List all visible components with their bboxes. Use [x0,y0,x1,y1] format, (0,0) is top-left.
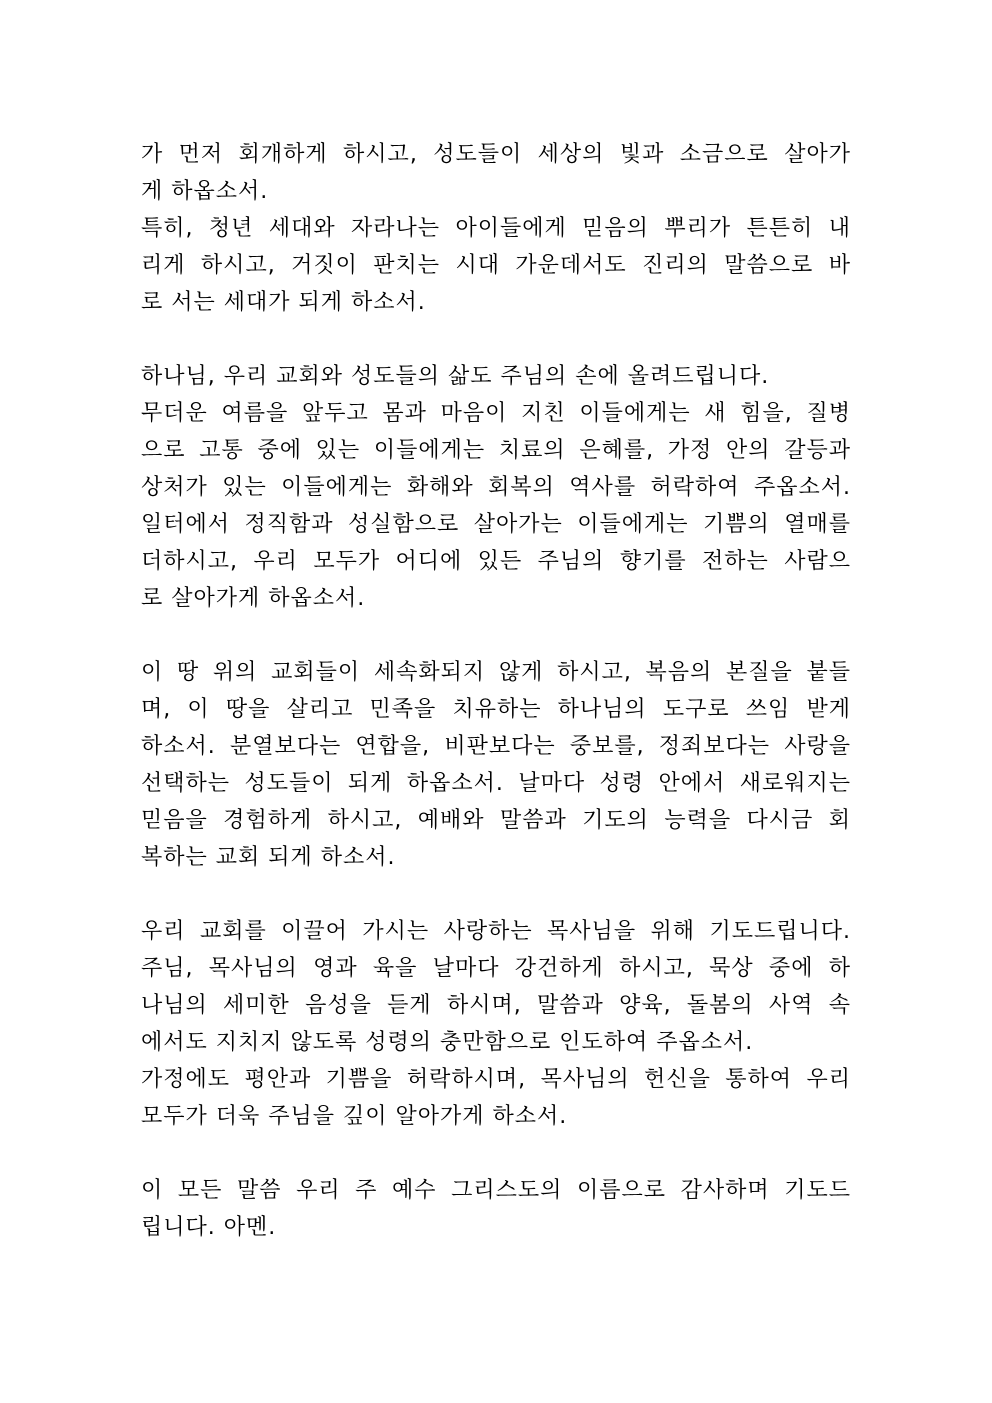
text-line: 상처가 있는 이들에게는 화해와 회복의 역사를 허락하여 주옵소서. [141,475,851,500]
text-line: 립니다. 아멘. [141,1215,277,1240]
text-line: 복하는 교회 되게 하소서. [141,845,396,870]
prayer-text-body [141,136,851,1283]
text-line: 선택하는 성도들이 되게 하옵소서. 날마다 성령 안에서 새로워지는 [141,771,851,796]
text-line: 로 살아가게 하옵소서. [141,586,366,611]
text-line: 하나님, 우리 교회와 성도들의 삶도 주님의 손에 올려드립니다. [141,364,770,389]
text-line: 주님, 목사님의 영과 육을 날마다 강건하게 하시고, 묵상 중에 하 [141,956,851,981]
paragraph-churches-of-the-land [141,654,851,876]
text-line: 믿음을 경험하게 하시고, 예배와 말씀과 기도의 능력을 다시금 회 [141,808,851,833]
text-line: 이 땅 위의 교회들이 세속화되지 않게 하시고, 복음의 본질을 붙들 [141,660,851,685]
text-line: 게 하옵소서. [141,179,269,204]
text-line: 무더운 여름을 앞두고 몸과 마음이 지친 이들에게는 새 힘을, 질병 [141,401,851,426]
text-line: 가정에도 평안과 기쁨을 허락하시며, 목사님의 헌신을 통하여 우리 [141,1067,851,1092]
text-line: 특히, 청년 세대와 자라나는 아이들에게 믿음의 뿌리가 튼튼히 내 [141,216,851,241]
text-line: 모두가 더욱 주님을 깊이 알아가게 하소서. [141,1104,568,1129]
text-line: 우리 교회를 이끌어 가시는 사랑하는 목사님을 위해 기도드립니다. [141,919,851,944]
text-line: 이 모든 말씀 우리 주 예수 그리스도의 이름으로 감사하며 기도드 [141,1178,851,1203]
text-line: 더하시고, 우리 모두가 어디에 있든 주님의 향기를 전하는 사람으 [141,549,851,574]
paragraph-church-and-members [141,358,851,617]
text-line: 가 먼저 회개하게 하시고, 성도들이 세상의 빛과 소금으로 살아가 [141,142,851,167]
text-line: 며, 이 땅을 살리고 민족을 치유하는 하나님의 도구로 쓰임 받게 [141,697,851,722]
text-line: 리게 하시고, 거짓이 판치는 시대 가운데서도 진리의 말씀으로 바 [141,253,851,278]
paragraph-repentance-and-youth [141,136,851,321]
text-line: 로 서는 세대가 되게 하소서. [141,290,426,315]
text-line: 나님의 세미한 음성을 듣게 하시며, 말씀과 양육, 돌봄의 사역 속 [141,993,851,1018]
text-line: 에서도 지치지 않도록 성령의 충만함으로 인도하여 주옵소서. [141,1030,754,1055]
paragraph-pastor [141,913,851,1135]
text-line: 일터에서 정직함과 성실함으로 살아가는 이들에게는 기쁨의 열매를 [141,512,851,537]
text-line: 하소서. 분열보다는 연합을, 비판보다는 중보를, 정죄보다는 사랑을 [141,734,851,759]
paragraph-closing [141,1172,851,1246]
text-line: 으로 고통 중에 있는 이들에게는 치료의 은혜를, 가정 안의 갈등과 [141,438,851,463]
